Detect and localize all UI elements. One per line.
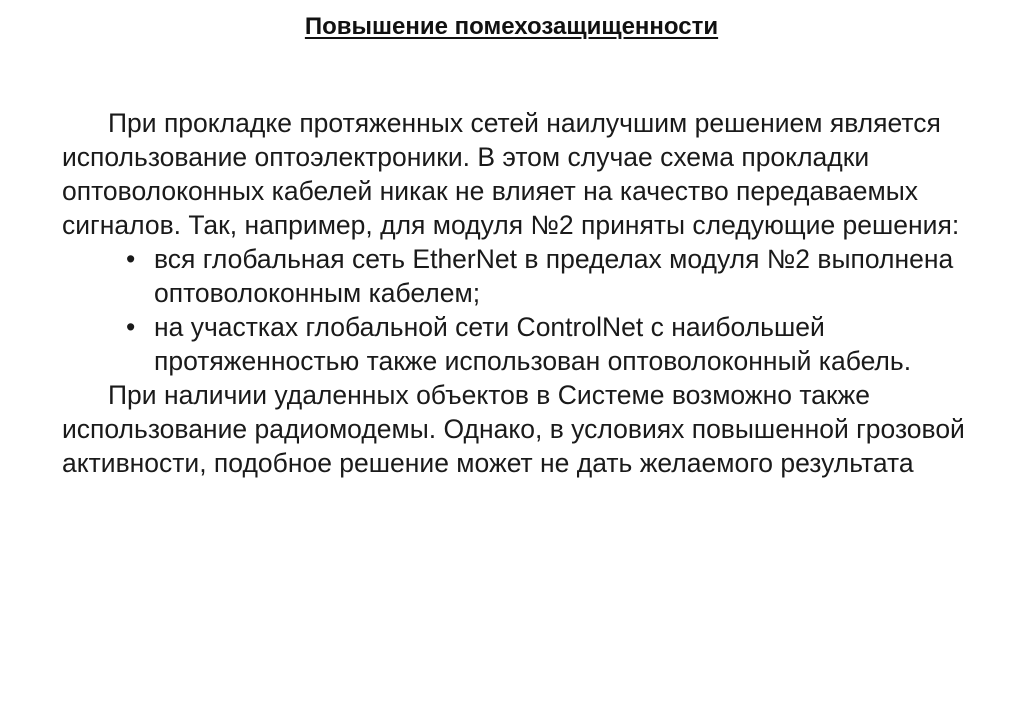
bullet-marker: • [126, 244, 136, 274]
paragraph-radio: При наличии удаленных объектов в Системе возможно также использование радиомодемы. Однако, в условиях повышенной грозовой активности, подобное решение может не дать желаемого результата [62, 380, 965, 478]
slide-body [62, 106, 972, 480]
bullet-text: вся глобальная сеть EtherNet в пределах модуля №2 выполнена оптоволоконным кабелем; [154, 244, 954, 308]
bullet-text: на участках глобальной сети ControlNet с наибольшей протяженностью также использован оптоволоконный кабель. [154, 312, 912, 376]
bullet-marker: • [126, 312, 136, 342]
paragraph-intro: При прокладке протяженных сетей наилучшим решением является использование оптоэлектроники. В этом случае схема прокладки оптоволоконных кабелей никак не влияет на качество передаваемых сигналов. Так, например, для модуля №2 приняты следующие решения: [62, 108, 960, 240]
bullet-item [62, 310, 972, 378]
bullet-list [62, 242, 972, 378]
bullet-item [62, 242, 972, 310]
slide-title: Повышение помехозащищенности [304, 13, 719, 40]
